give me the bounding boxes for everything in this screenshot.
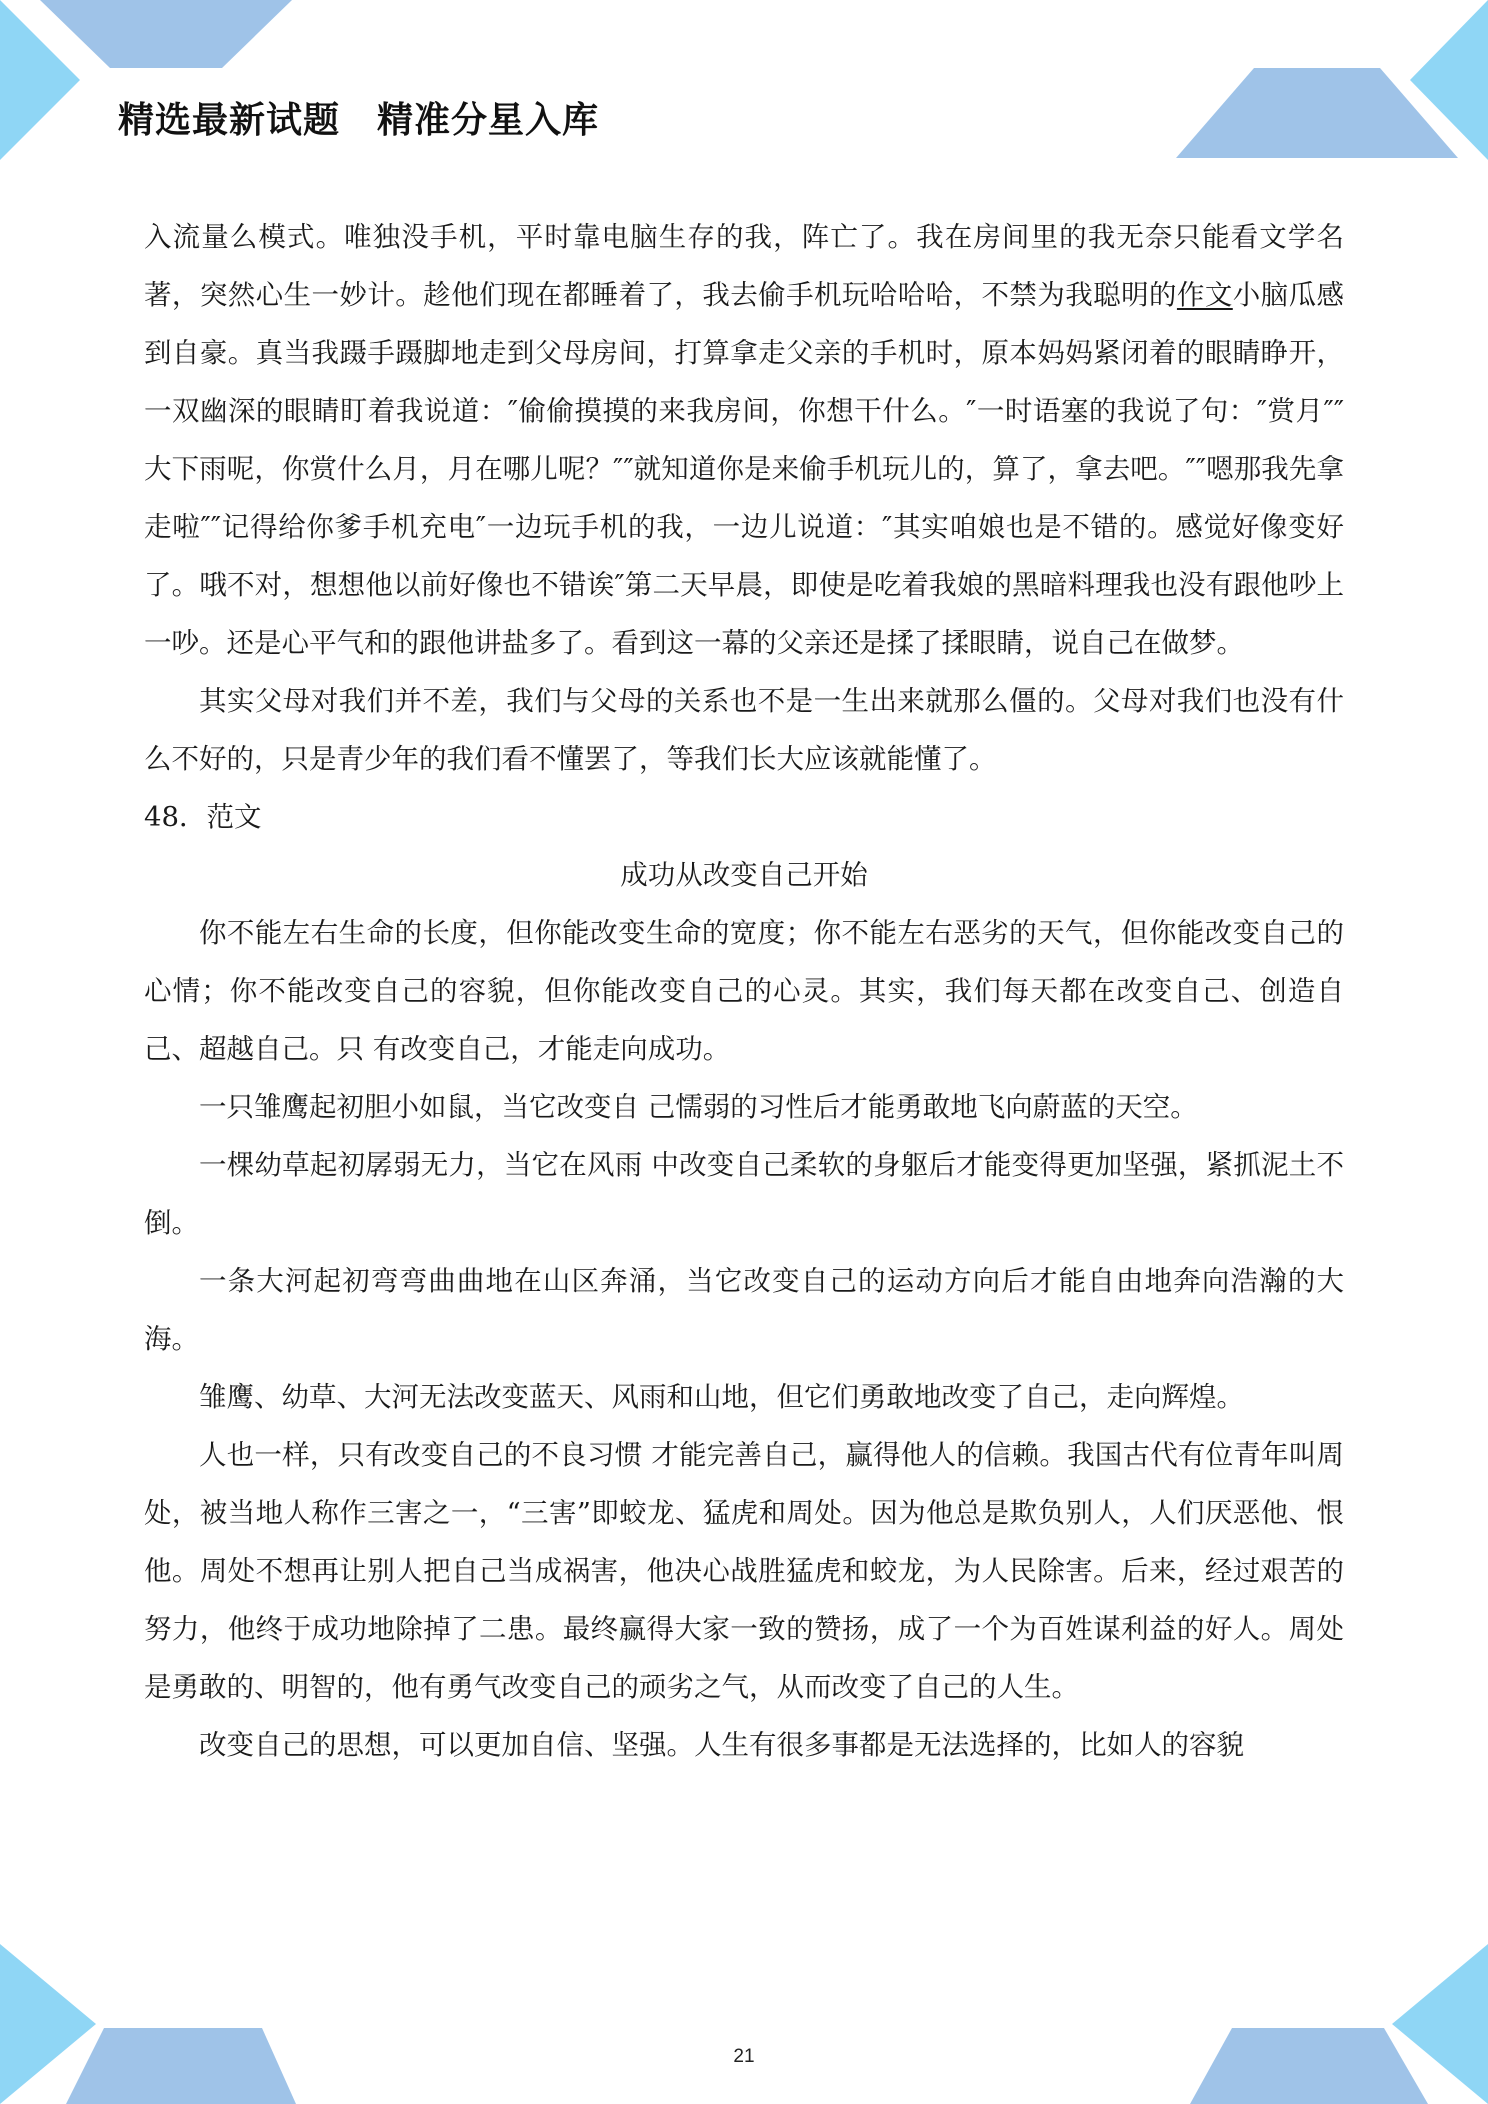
bottom-right-light-triangle [1392, 1944, 1488, 2104]
paragraph: 一条大河起初弯弯曲曲地在山区奔涌，当它改变自己的运动方向后才能自由地奔向浩瀚的大海。 [144, 1265, 1344, 1355]
bottom-left-light-triangle [0, 1944, 96, 2104]
top-left-dark-trapezoid [40, 0, 292, 68]
essay-title: 成功从改变自己开始 [620, 859, 868, 891]
section-label: 48．范文 [144, 801, 262, 833]
paragraph: 一只雏鹰起初胆小如鼠，当它改变自 己懦弱的习性后才能勇敢地飞向蔚蓝的天空。 [199, 1091, 1198, 1123]
top-right-light-triangle [1410, 0, 1488, 160]
paragraph-continuation [144, 208, 1344, 672]
paragraph: 你不能左右生命的长度，但你能改变生命的宽度；你不能左右恶劣的天气，但你能改变自己的心情；你不能改变自己的容貌，但你能改变自己的心灵。其实，我们每天都在改变自己、创造自己、超越自己。只 有改变自己，才能走向成功。 [144, 917, 1344, 1065]
paragraph: 雏鹰、幼草、大河无法改变蓝天、风雨和山地，但它们勇敢地改变了自己，走向辉煌。 [199, 1381, 1244, 1413]
paragraph: 人也一样，只有改变自己的不良习惯 才能完善自己，赢得他人的信赖。我国古代有位青年叫周处，被当地人称作三害之一，“三害”即蛟龙、猛虎和周处。因为他总是欺负别人，人们厌恶他、恨他。周处不想再让别人把自己当成祸害，他决心战胜猛虎和蛟龙，为人民除害。后来，经过艰苦的努力，他终于成功地除掉了二患。最终赢得大家一致的赞扬，成了一个为百姓谋利益的好人。周处是勇敢的、明智的，他有勇气改变自己的顽劣之气，从而改变了自己的人生。 [144, 1439, 1344, 1703]
paragraph: 一棵幼草起初孱弱无力，当它在风雨 中改变自己柔软的身躯后才能变得更加坚强，紧抓泥土不倒。 [144, 1149, 1344, 1239]
paragraph: 其实父母对我们并不差，我们与父母的关系也不是一生出来就那么僵的。父母对我们也没有什么不好的，只是青少年的我们看不懂罢了，等我们长大应该就能懂了。 [144, 685, 1344, 775]
page-number: 21 [733, 2046, 755, 2067]
top-left-light-triangle [0, 0, 80, 160]
paragraph-text: 入流量么模式。唯独没手机，平时靠电脑生存的我，阵亡了。我在房间里的我无奈只能看文学名著，突然心生一妙计。趁他们现在都睡着了，我去偷手机玩哈哈哈，不禁为我聪明的 [144, 221, 1344, 311]
document-body [144, 208, 1344, 1774]
paragraph: 改变自己的思想，可以更加自信、坚强。人生有很多事都是无法选择的，比如人的容貌 [199, 1729, 1244, 1761]
paragraph-text: 小脑瓜感到自豪。真当我蹑手蹑脚地走到父母房间，打算拿走父亲的手机时，原本妈妈紧闭着的眼睛睁开，一双幽深的眼睛盯着我说道：″偷偷摸摸的来我房间，你想干什么。″一时语塞的我说了句：″赏月″″大下雨呢，你赏什么月，月在哪儿呢？″″就知道你是来偷手机玩儿的，算了，拿去吧。″″嗯那我先拿走啦″″记得给你爹手机充电″一边玩手机的我，一边儿说道：″其实咱娘也是不错的。感觉好像变好了。哦不对，想想他以前好像也不错诶″第二天早晨，即使是吃着我娘的黑暗料理我也没有跟他吵上一吵。还是心平气和的跟他讲盐多了。看到这一幕的父亲还是揉了揉眼睛，说自己在做梦。 [144, 279, 1345, 659]
top-right-dark-trapezoid [1176, 68, 1458, 158]
header-title: 精选最新试题 精准分星入库 [118, 100, 600, 141]
underlined-text: 作文 [1176, 279, 1233, 311]
